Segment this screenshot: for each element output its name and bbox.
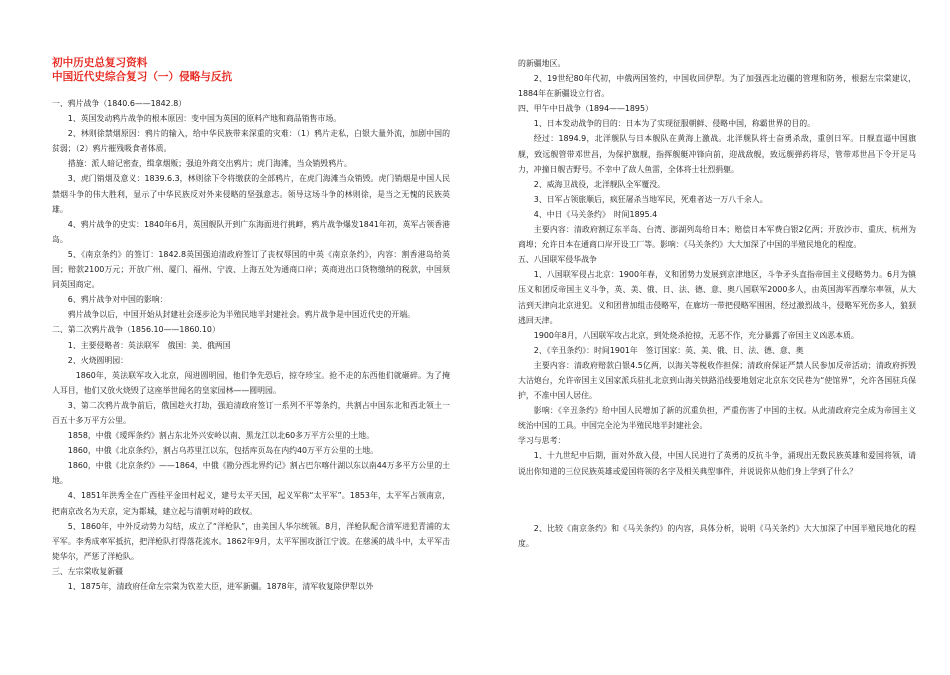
paragraph: 3、日军占领旅顺后，疯狂屠杀当地军民，死难者达一万八千余人。 [533, 194, 768, 204]
paragraph: 1、英国发动鸦片战争的根本原因：变中国为英国的原料产地和商品销售市场。 [67, 114, 342, 124]
paragraph: 2、《辛丑条约》：时间1901年 签订国家：英、美、俄、日、法、德、意、奥 [533, 345, 804, 355]
paragraph: 主要内容：清政府赔款白银4.5亿两，以海关等税收作担保；清政府保证严禁人民参加反帝活动；清政府拆毁大沽炮台，允许帝国主义国家派兵驻扎北京到山海关铁路沿线要地划定北京东交民巷为“使馆界”，允许各国驻兵保护，不准中国人居住。 [518, 360, 916, 401]
paragraph: 2、威海卫战役，北洋舰队全军覆没。 [533, 179, 666, 189]
paragraph: 1、主要侵略者：英法联军 俄国：美、俄两国 [67, 340, 231, 350]
paragraph: 2、比较《南京条约》和《马关条约》的内容，具体分析，说明《马关条约》大大加深了中国半殖民地化的程度。 [518, 523, 916, 548]
document-subtitle: 中国近代史综合复习（一）侵略与反抗 [52, 71, 233, 83]
right-column [518, 0, 916, 551]
paragraph: 三、左宗棠收复新疆 [52, 566, 124, 576]
paragraph: 5、《南京条约》的签订：1842.8英国强迫清政府签订了丧权辱国的中英《南京条约》，内容：割香港岛给英国；赔款2100万元；开放广州、厦门、福州、宁波、上海五处为通商口岸；英商进出口货物缴纳的税款，中国须同英国商定。 [52, 249, 450, 290]
paragraph: 2、林则徐禁烟原因：鸦片的输入，给中华民族带来深重的灾难：（1）鸦片走私，白银大量外流，加剧中国的贫弱；（2）鸦片摧残吸食者体质。 [52, 129, 450, 154]
left-column [52, 0, 450, 594]
paragraph: 4、中日《马关条约》 时间1895.4 [533, 209, 658, 219]
paragraph: 6、鸦片战争对中国的影响： [67, 295, 168, 305]
paragraph: 经过：1894.9，北洋舰队与日本舰队在黄海上激战。北洋舰队将士奋勇杀敌，重创日军。日舰直逼中国旗舰，致远舰管带邓世昌，为保护旗舰，指挥舰艇冲锋向前，迎战敌舰，致远舰弹药将尽，管带邓世昌下令开足马力，冲撞日舰吉野号。不幸中了敌人鱼雷，全体将士壮烈捐躯。 [518, 134, 916, 174]
paragraph: 主要内容：清政府割辽东半岛、台湾、澎湖列岛给日本；赔偿日本军费白银2亿两；开放沙市、重庆、杭州为商埠；允许日本在通商口岸开设工厂等。影响：《马关条约》大大加深了中国的半殖民地化的程度。 [518, 225, 916, 250]
paragraph: 2、火烧圆明园： [67, 355, 129, 365]
paragraph: 3、虎门销烟及意义：1839.6.3，林则徐下令将缴获的全部鸦片，在虎门海滩当众销毁。虎门销烟是中国人民禁烟斗争的伟大胜利，显示了中华民族反对外来侵略的坚强意志。领导这场斗争的林则徐，是当之无愧的民族英雄。 [52, 174, 450, 214]
paragraph: 1、十九世纪中后期，面对外敌入侵，中国人民进行了英勇的反抗斗争，涌现出无数民族英雄和爱国将领，请说出你知道的三位民族英雄或爱国将领的名字及相关典型事件，并说说你从他们身上学到了什么？ [518, 451, 916, 476]
paragraph: 1858，中俄《瑷珲条约》割占东北外兴安岭以南、黑龙江以北60多万平方公里的土地。 [67, 431, 375, 441]
paragraph: 4、鸦片战争的史实：1840年6月，英国舰队开到广东海面进行挑衅，鸦片战争爆发1841年初，英军占领香港岛。 [52, 219, 450, 244]
paragraph: 影响：《辛丑条约》给中国人民增加了新的沉重负担，严重伤害了中国的主权。从此清政府完全成为帝国主义统治中国的工具。中国完全沦为半殖民地半封建社会。 [518, 406, 916, 431]
paragraph: 一、鸦片战争（1840.6——1842.8） [52, 99, 187, 108]
paragraph: 五、八国联军侵华战争 [518, 255, 597, 265]
paragraph: 1860，中俄《北京条约》——1864，中俄《勘分西北界约记》割占巴尔喀什湖以东以南44万多平方公里的土地。 [52, 461, 450, 486]
right-paragraphs [518, 56, 916, 551]
paragraph [518, 479, 916, 521]
left-paragraphs [52, 96, 450, 594]
paragraph: 1、八国联军侵占北京：1900年春，义和团势力发展到京津地区，斗争矛头直指帝国主义侵略势力。6月为镇压义和团反帝国主义斗争，英、美、俄、日、法、德、意、奥八国联军2000多人，由英国海军西摩尔率领，从大沽到天津向北京进犯。义和团普加组击侵略军，在廊坊一带把侵略军围困，经过激烈战斗，侵略军死伤多人，狼狈逃回天津。 [518, 270, 916, 325]
paragraph: 1860，中俄《北京条约》，割占乌苏里江以东，包括库页岛在内约40万平方公里的土地。 [67, 446, 379, 456]
paragraph: 鸦片战争以后，中国开始从封建社会逐步沦为半殖民地半封建社会。鸦片战争是中国近代史的开端。 [67, 310, 415, 320]
paragraph: 的新疆地区。 [518, 59, 566, 68]
paragraph: 措施：派人暗记密查，缉拿烟贩；强迫外商交出鸦片；虎门海滩，当众销毁鸦片。 [67, 159, 352, 169]
paragraph: 5、1860年，中外反动势力勾结，成立了“洋枪队”，由美国人华尔统领。8月，洋枪队配合清军进犯青浦的太平军。李秀成率军抵抗，把洋枪队打得落花流水。1862年9月，太平军围攻浙江宁波。在慈溪的战斗中，太平军击毙华尔，严惩了洋枪队。 [52, 521, 450, 561]
paragraph: 二、第二次鸦片战争（1856.10——1860.10） [52, 325, 220, 335]
paragraph: 1860年，英法联军攻入北京，闯进圆明园，他们争先恐后，掠夺珍宝。抢不走的东西他们就砸碎。为了掩人耳目，他们又放火烧毁了这座举世闻名的皇家园林——圆明园。 [52, 370, 450, 395]
paragraph: 学习与思考： [518, 436, 566, 446]
paragraph: 3、第二次鸦片战争前后，俄国趁火打劫，强迫清政府签订一系列不平等条约，共割占中国东北和西北领土一百五十多万平方公里。 [52, 400, 450, 425]
paragraph: 1900年8月，八国联军攻占北京，到处烧杀抢掠，无恶不作，充分暴露了帝国主义凶恶本质。 [533, 330, 859, 340]
paragraph: 1、日本发动战争的目的：日本为了实现征服朝鲜、侵略中国，称霸世界的目的。 [533, 119, 815, 129]
document-title: 初中历史总复习资料 [52, 57, 148, 69]
paragraph: 1、1875年，清政府任命左宗棠为钦差大臣，进军新疆。1878年，清军收复除伊犁以外 [67, 582, 374, 591]
paragraph: 四、甲午中日战争（1894——1895） [518, 104, 653, 114]
paragraph: 4、1851年洪秀全在广西桂平金田村起义，建号太平天国，起义军称“太平军”。1853年，太平军占领南京，把南京改名为天京，定为都城，建立起与清朝对峙的政权。 [52, 491, 450, 516]
paragraph: 2、19世纪80年代初，中俄两国签约，中国收回伊犁。为了加强西北边疆的管理和防务，根据左宗棠建议，1884年在新疆设立行省。 [518, 74, 916, 99]
